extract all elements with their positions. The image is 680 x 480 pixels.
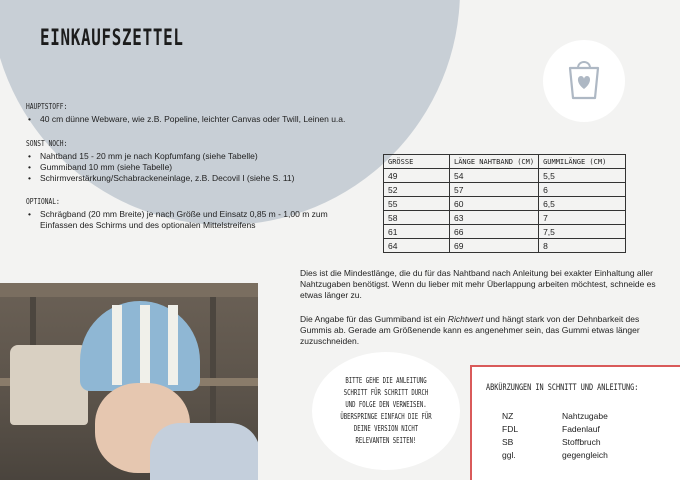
table-header: LÄNGE NAHTBAND (CM): [450, 155, 539, 169]
table-row: [384, 169, 626, 183]
section-heading: OPTIONAL:: [26, 197, 60, 206]
main-fabric-section: [26, 101, 356, 125]
abbreviations-heading: ABKÜRZUNGEN IN SCHNITT UND ANLEITUNG:: [486, 383, 639, 393]
optional-section: [26, 196, 356, 231]
list-item: • Nahtband 15 - 20 mm je nach Kopfumfang (siehe Tabelle): [26, 151, 356, 162]
table-row: [384, 239, 626, 253]
table-cell: 6: [539, 183, 626, 197]
shopping-bag-badge: [543, 40, 625, 122]
table-cell: 55: [384, 197, 450, 211]
section-heading: HAUPTSTOFF:: [26, 102, 68, 111]
list-item: • Schrägband (20 mm Breite) je nach Größe und Einsatz 0,85 m - 1,00 m zum Einfassen des Schirms und des optionalen Mittelstreifens: [26, 209, 356, 231]
table-cell: 57: [450, 183, 539, 197]
table-cell: 8: [539, 239, 626, 253]
list-item: • Schirmverstärkung/Schabrackeneinlage, z.B. Decovil I (siehe S. 11): [26, 173, 356, 184]
table-header: GRÖSSE: [384, 155, 450, 169]
other-materials-section: [26, 138, 356, 184]
size-table: [383, 154, 626, 253]
table-cell: 64: [384, 239, 450, 253]
list-item: • Gummiband 10 mm (siehe Tabelle): [26, 162, 356, 173]
table-cell: 7: [539, 211, 626, 225]
abbreviations-box: [470, 365, 680, 480]
table-cell: 69: [450, 239, 539, 253]
table-cell: 63: [450, 211, 539, 225]
table-cell: 6,5: [539, 197, 626, 211]
table-cell: 58: [384, 211, 450, 225]
table-cell: 60: [450, 197, 539, 211]
table-header-row: [384, 155, 626, 169]
table-row: [384, 225, 626, 239]
list-item: • 40 cm dünne Webware, wie z.B. Popeline, leichter Canvas oder Twill, Leinen u.a.: [26, 114, 356, 125]
table-cell: 61: [384, 225, 450, 239]
table-row: [384, 211, 626, 225]
abbreviation-row: ggl. gegengleich: [502, 450, 608, 460]
instruction-bubble: BITTE GEHE DIE ANLEITUNG SCHRITT FÜR SCHRITT DURCH UND FOLGE DEN VERWEISEN. ÜBERSPRINGE EINFACH DIE FÜR DEINE VERSION NICHT RELEVANTEN SEITEN!: [312, 352, 460, 470]
table-header: GUMMILÄNGE (CM): [539, 155, 626, 169]
table-row: [384, 183, 626, 197]
table-cell: 5,5: [539, 169, 626, 183]
table-cell: 66: [450, 225, 539, 239]
table-row: [384, 197, 626, 211]
table-cell: 54: [450, 169, 539, 183]
table-cell: 7,5: [539, 225, 626, 239]
section-heading: SONST NOCH:: [26, 139, 68, 148]
elastic-note: Die Angabe für das Gummiband ist ein Richtwert und hängt stark von der Dehnbarkeit des Gummis ab. Gerade am Größenende kann es angenehmer sein, das Gummi etwas länger zuzuschneiden.: [300, 314, 640, 346]
abbreviation-row: SB Stoffbruch: [502, 437, 601, 447]
shopping-bag-heart-icon: [567, 56, 601, 100]
page-title: EINKAUFSZETTEL: [40, 26, 184, 51]
abbreviation-row: NZ Nahtzugabe: [502, 411, 608, 421]
table-cell: 52: [384, 183, 450, 197]
table-cell: 49: [384, 169, 450, 183]
child-with-cap-photo: [0, 283, 258, 480]
abbreviation-row: FDL Fadenlauf: [502, 424, 600, 434]
seam-tape-note: Dies ist die Mindestlänge, die du für das Nahtband nach Anleitung bei exakter Einhaltung aller Nahtzugaben benötigst. Wenn du lieber mit mehr Überlappung arbeiten möchtest, schneide es etwas länger zu.: [300, 268, 656, 300]
